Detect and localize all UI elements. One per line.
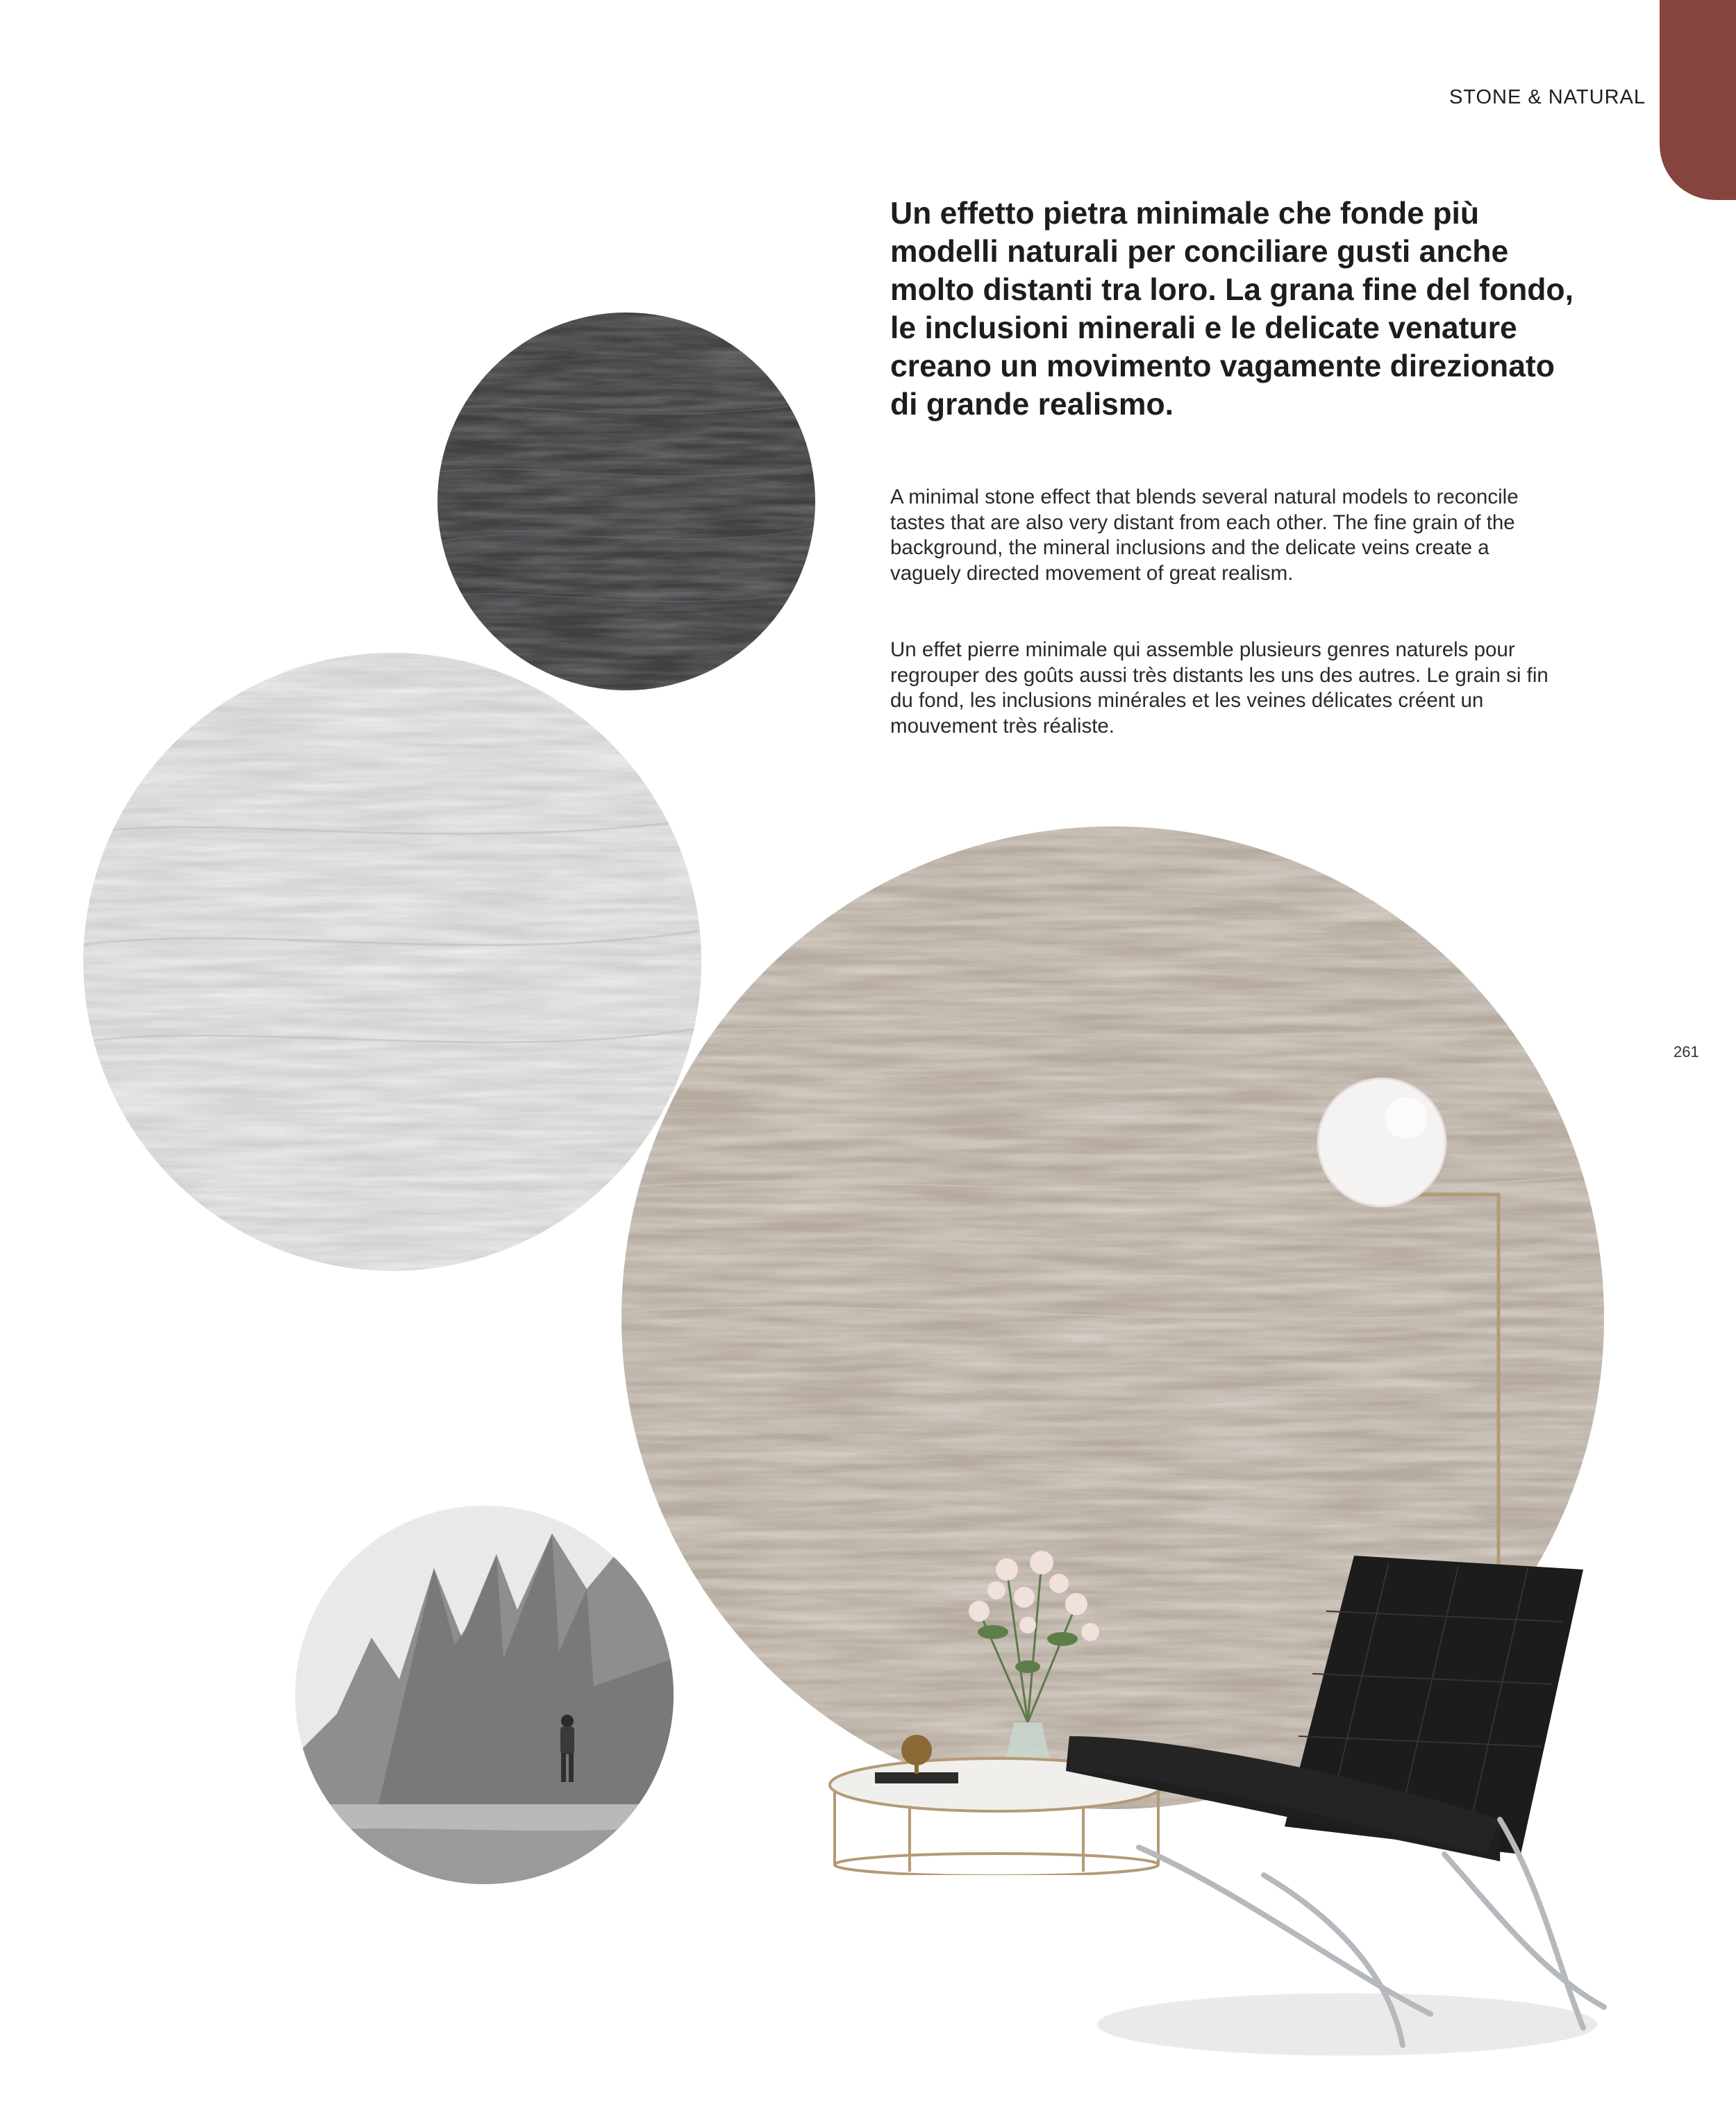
body-paragraph-french: Un effet pierre minimale qui assemble plusieurs genres naturels pour regrouper des goûts aussi très distants les uns des autres. Le grain si fin du fond, les inclusions minérales et les veines délicates créent un mouvement très réaliste.	[890, 638, 1549, 738]
page-number: 261	[1674, 1043, 1699, 1060]
lounge-chair	[1055, 1528, 1611, 2070]
tray	[875, 1772, 958, 1783]
light-stone-swatch	[83, 653, 701, 1271]
mountain-hiker-photo	[295, 1506, 674, 1884]
dark-stone-swatch	[437, 313, 815, 690]
body-paragraph-english: A minimal stone effect that blends several natural models to reconcile tastes that are also very distant from each other. The fine grain of the background, the mineral inclusions and the delicate veins create a vaguely directed movement of great realism.	[890, 485, 1519, 585]
lead-paragraph-italian: Un effetto pietra minimale che fonde più modelli naturali per conciliare gusti anche molto distanti tra loro. La grana fine del fondo, le inclusioni minerali e le delicate venature creano un movimento vagamente direzionato di grande realismo.	[890, 197, 1574, 422]
section-tab	[1660, 0, 1736, 200]
section-label: STONE & NATURAL	[1449, 86, 1646, 108]
